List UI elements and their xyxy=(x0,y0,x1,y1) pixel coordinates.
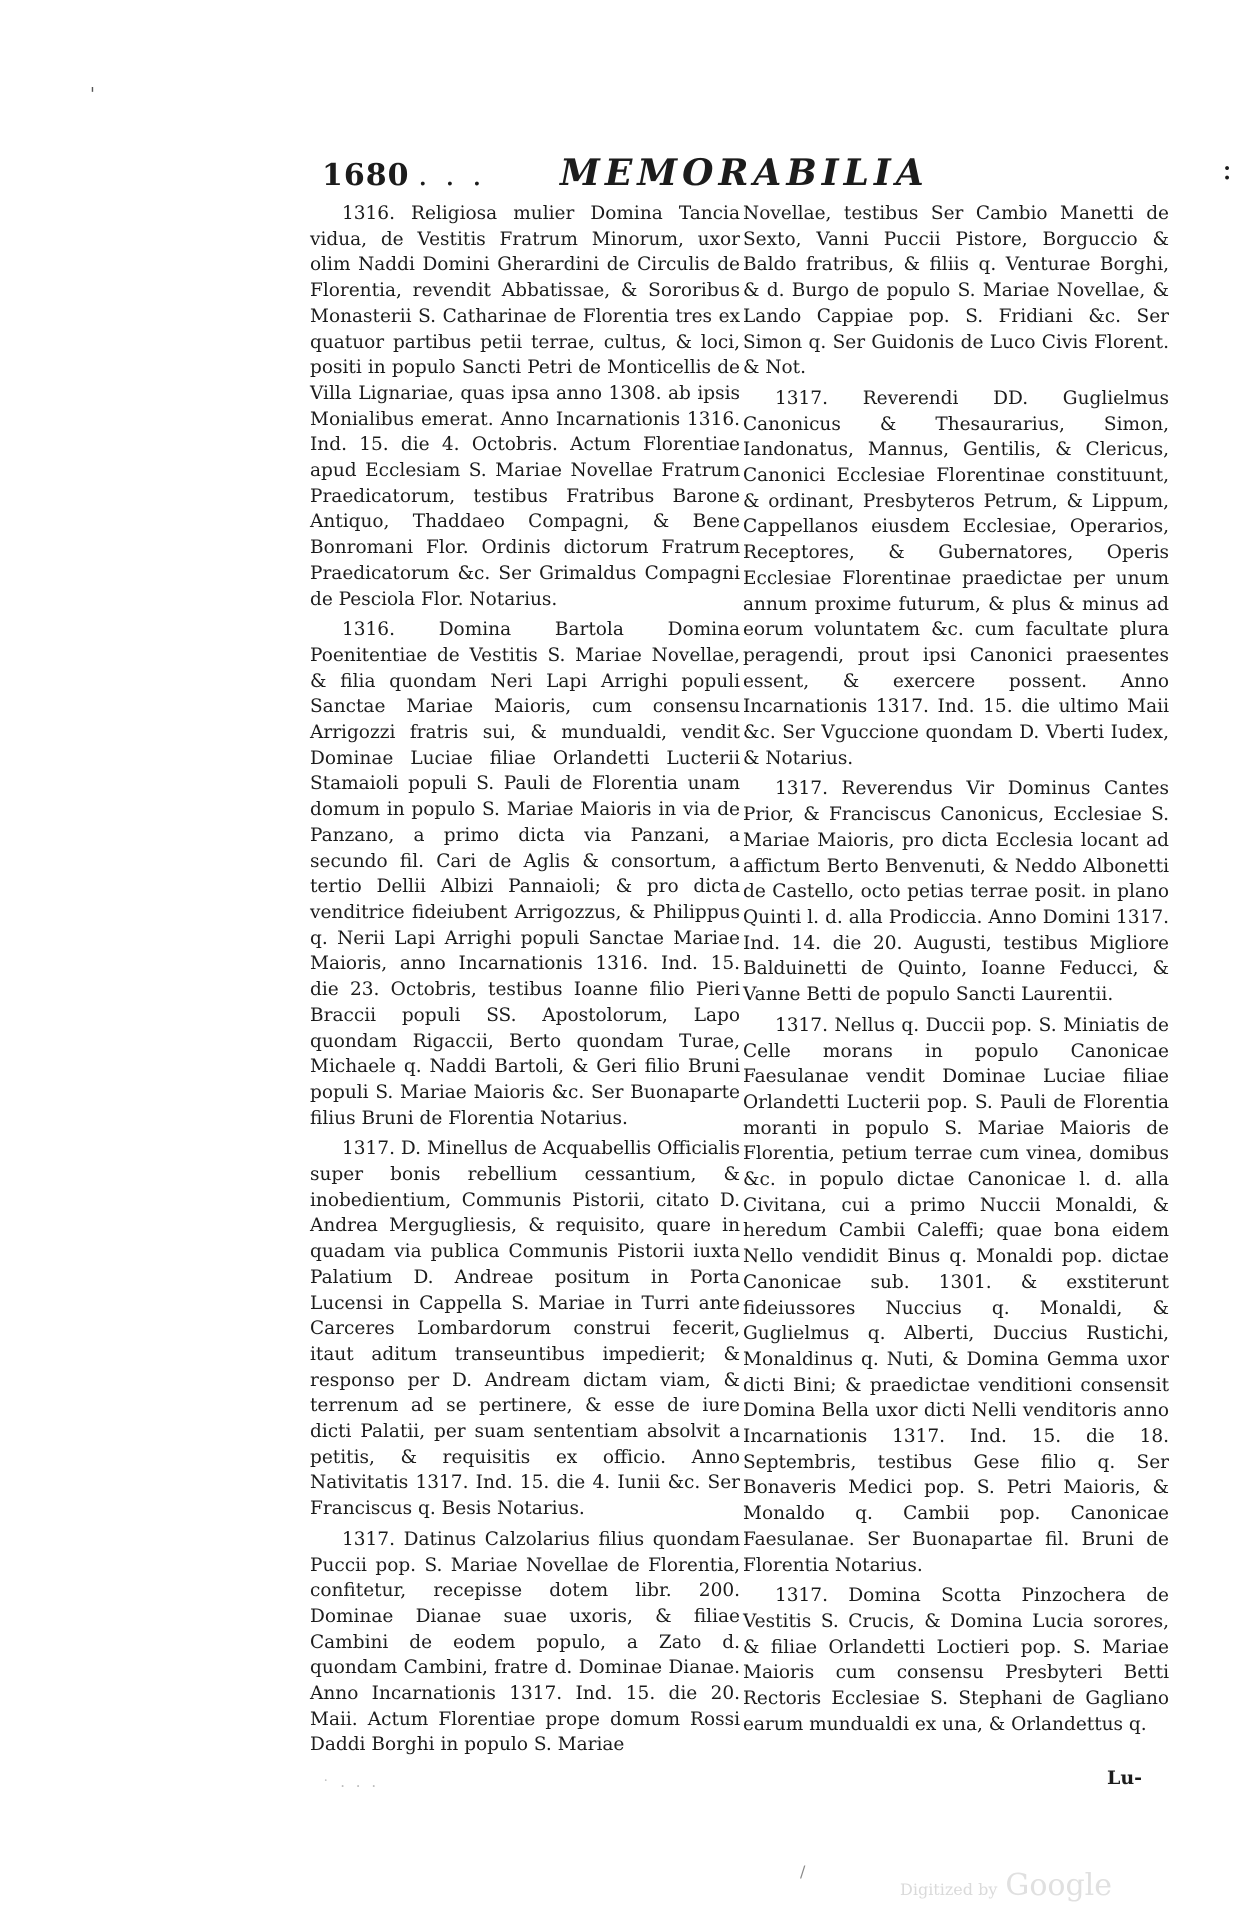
entry-paragraph: 1317. Nellus q. Duccii pop. S. Miniatis de Celle morans in populo Canonicae Faesulanae vendit Dominae Luciae filiae Orlandetti Lucterii pop. S. Pauli de Florentia moranti in populo S. Mariae Maioris de Florentia, petium terrae cum vinea, domibus &c. in populo dictae Canonicae l. d. alla Civitana, cui a primo Nuccii Monaldi, & heredum Cambii Caleffi; quae bona eidem Nello vendidit Binus q. Monaldi pop. dictae Canonicae sub. 1301. & exstiterunt fideiussores Nuccius q. Monaldi, & Guglielmus q. Alberti, Duccius Rustichi, Monaldinus q. Nuti, & Domina Gemma uxor dicti Bini; & praedictae venditioni consensit Domina Bella uxor dicti Nelli venditoris anno Incarnationis 1317. Ind. 15. die 18. Septembris, testibus Gese filio q. Ser Bonaveris Medici pop. S. Petri Maioris, & Monaldo q. Cambii pop. Canonicae Faesulanae. Ser Buonapartae fil. Bruni de Florentia Notarius. xyxy=(743,1014,1169,1576)
ink-marks: ˙ · · · xyxy=(322,1777,380,1795)
catchword: Lu- xyxy=(1107,1767,1143,1789)
entry-paragraph: 1317. Reverendus Vir Dominus Cantes Prior, & Franciscus Canonicus, Ecclesiae S. Mariae Maioris, pro dicta Ecclesia locant ad affictum Berto Benvenuti, & Neddo Albonetti de Castello, octo petias terrae posit. in plano Quinti l. d. alla Prodiccia. Anno Domini 1317. Ind. 14. die 20. Augusti, testibus Migliore Balduinetti de Quinto, Ioanne Feducci, & Vanne Betti de populo Sancti Laurentii. xyxy=(743,778,1169,1006)
page-number: 1680 xyxy=(322,158,410,193)
header-dots: . . . xyxy=(418,158,486,193)
left-column xyxy=(310,201,740,1763)
header-mark: : xyxy=(1222,152,1233,187)
margin-mark: ' xyxy=(90,84,95,105)
digitization-watermark xyxy=(900,1868,1112,1903)
entry-paragraph-continued: Novellae, testibus Ser Cambio Manetti de Sexto, Vanni Puccii Pistore, Borguccio & Baldo fratribus, & filiis q. Venturae Borghi, & d. Burgo de populo S. Mariae Novellae, & Lando Cappiae pop. S. Fridiani &c. Ser Simon q. Ser Guidonis de Luco Civis Florent. & Not. xyxy=(743,203,1169,379)
right-column xyxy=(743,201,1169,1742)
watermark-brand: Google xyxy=(1005,1868,1112,1903)
entry-paragraph: 1317. Domina Scotta Pinzochera de Vestitis S. Crucis, & Domina Lucia sorores, & filiae Orlandetti Loctieri pop. S. Mariae Maioris cum consensu Presbyteri Betti Rectoris Ecclesiae S. Stephani de Gagliano earum mundualdi ex una, & Orlandettus q. xyxy=(743,1585,1169,1735)
entry-paragraph: 1316. Religiosa mulier Domina Tancia vidua, de Vestitis Fratrum Minorum, uxor olim Naddi Domini Gherardini de Circulis de Florentia, revendit Abbatissae, & Sororibus Monasterii S. Catharinae de Florentia tres ex quatuor partibus petii terrae, cultus, & loci, positi in populo Sancti Petri de Monticellis de Villa Lignariae, quas ipsa anno 1308. ab ipsis Monialibus emerat. Anno Incarnationis 1316. Ind. 15. die 4. Octobris. Actum Florentiae apud Ecclesiam S. Mariae Novellae Fratrum Praedicatorum, testibus Fratribus Barone Antiquo, Thaddaeo Compagni, & Bene Bonromani Flor. Ordinis dictorum Fratrum Praedicatorum &c. Ser Grimaldus Compagni de Pesciola Flor. Notarius. xyxy=(310,203,740,610)
entry-paragraph: 1316. Domina Bartola Domina Poenitentiae de Vestitis S. Mariae Novellae, & filia quondam Neri Lapi Arrighi populi Sanctae Mariae Maioris, cum consensu Arrigozzi fratris sui, & mundualdi, vendit Dominae Luciae filiae Orlandetti Lucterii Stamaioli populi S. Pauli de Florentia unam domum in populo S. Mariae Maioris in via de Panzano, a primo dicta via Panzani, a secundo fil. Cari de Aglis & consortum, a tertio Dellii Albizi Pannaioli; & pro dicta venditrice fideiubent Arrigozzus, & Philippus q. Nerii Lapi Arrighi populi Sanctae Mariae Maioris, anno Incarnationis 1316. Ind. 15. die 23. Octobris, testibus Ioanne filio Pieri Braccii populi SS. Apostolorum, Lapo quondam Rigaccii, Berto quondam Turae, Michaele q. Naddi Bartoli, & Geri filio Bruni populi S. Mariae Maioris &c. Ser Buonaparte filius Bruni de Florentia Notarius. xyxy=(310,619,740,1129)
entry-paragraph: 1317. D. Minellus de Acquabellis Officialis super bonis rebellium cessantium, & inobedientium, Communis Pistorii, citato D. Andrea Mergugliesis, & requisito, quare in quadam via publica Communis Pistorii iuxta Palatium D. Andreae positum in Porta Lucensi in Cappella S. Mariae in Turri ante Carceres Lombardorum construi fecerit, itaut aditum transeuntibus impedierit; & responso per D. Andream dictam viam, & terrenum ad se pertinere, & esse de iure dicti Palatii, per suam sententiam absolvit a petitis, & requisitis ex officio. Anno Nativitatis 1317. Ind. 15. die 4. Iunii &c. Ser Franciscus q. Besis Notarius. xyxy=(310,1138,740,1520)
entry-paragraph: 1317. Datinus Calzolarius filius quondam Puccii pop. S. Mariae Novellae de Florentia, confitetur, recepisse dotem libr. 200. Dominae Dianae suae uxoris, & filiae Cambini de eodem populo, a Zato d. quondam Cambini, fratre d. Dominae Dianae. Anno Incarnationis 1317. Ind. 15. die 20. Maii. Actum Florentiae prope domum Rossi Daddi Borghi in populo S. Mariae xyxy=(310,1528,740,1756)
entry-paragraph: 1317. Reverendi DD. Guglielmus Canonicus & Thesaurarius, Simon, Iandonatus, Mannus, Gentilis, & Clericus, Canonici Ecclesiae Florentinae constituunt, & ordinant, Presbyteros Petrum, & Lippum, Cappellanos eiusdem Ecclesiae, Operarios, Receptores, & Gubernatores, Operis Ecclesiae Florentinae praedictae per unum annum proxime futurum, & plus & minus ad eorum voluntatem &c. cum facultate plura peragendi, prout ipsi Canonici praesentes essent, & exercere possent. Anno Incarnationis 1317. Ind. 15. die ultimo Maii &c. Ser Vguccione quondam D. Vberti Iudex, & Notarius. xyxy=(743,387,1169,769)
running-title: MEMORABILIA xyxy=(560,152,929,194)
watermark-prefix: Digitized by xyxy=(900,1880,998,1899)
stray-mark: / xyxy=(800,1862,806,1881)
